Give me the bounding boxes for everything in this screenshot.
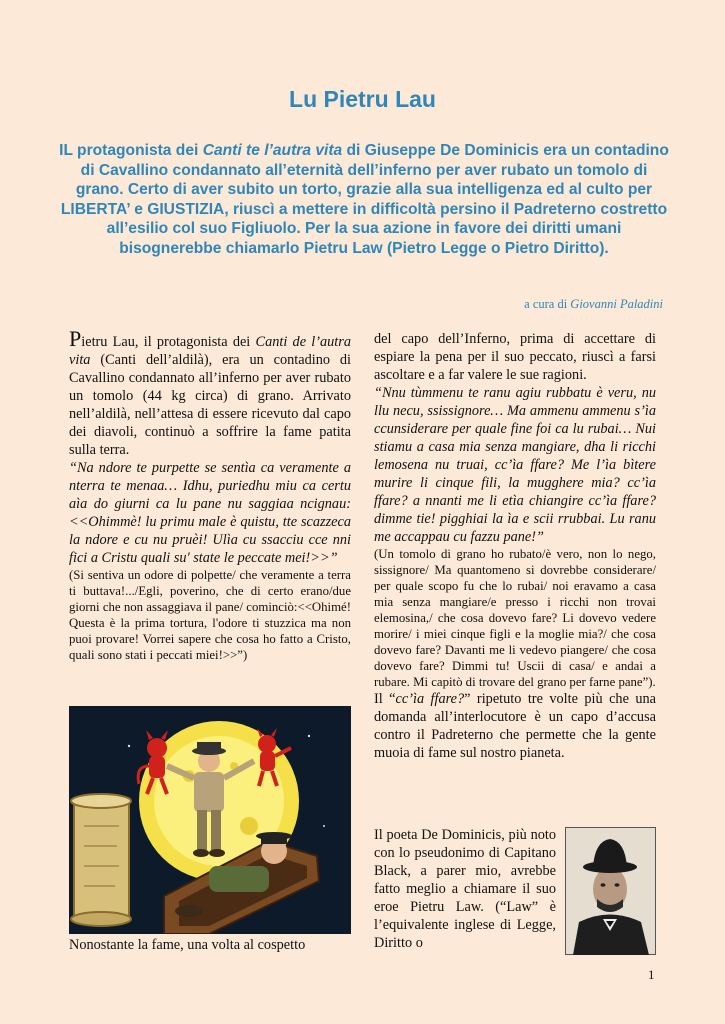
left-p1-text-b: (Canti dell’aldilà), era un contadino di Cavallino condannato all’inferno per aver rubato un tomolo (44 kg circa) di grano. Arrivato nell’aldilà, nell’attesa di essere ricevuto dal capo dei diavoli, continuò a soffrire la fame patita sulla terra. bbox=[69, 352, 351, 458]
poet-portrait-photo bbox=[565, 827, 656, 955]
credit-prefix: a cura di bbox=[524, 297, 571, 311]
left-translation: (Si sentiva un odore di polpette/ che veramente a terra ti buttava!.../Egli, poverino, che di certo erano/due giorni che non assaggiava il pane/ cominciò:<<Ohimé! Questa è la prima tortura, l'odore ti stuzzica ma non puoi provare! Vorrei sapere che cosa ho fatto a Cristo, quali sono stati i peccati miei!>>”) bbox=[69, 568, 351, 662]
intro-text-2: di Giuseppe De Dominicis era un contadino di Cavallino condannato all’eternità dell’inferno per aver rubato un tomolo di grano. Certo di aver subito un torto, grazie alla sua intelligenza ed al culto per LIBERTA’ e GIUSTIZIA, riuscì a mettere in difficoltà persino il Padreterno costretto all’esilio col suo Figliuolo. Per la sua azione in favore dei diritti umani bisognerebbe chiamarlo Pietru Law (Pietro Legge o Pietro Diritto). bbox=[60, 142, 669, 257]
right-translation: (Un tomolo di grano ho rubato/è vero, non lo nego, sissignore/ Ma quantomeno si dovrebbe considerare/ per quale scopo fu che lo rubai/ noi eravamo a casa mia senza mangiare/e presso i ricchi non trovai elemosina,/ che cosa dovevo fare? Li dovevo vedere morire/ i miei cinque figli e la moglie mia?/ che cosa dovevo fare? Davanti me li vedevo piangere/ che cosa dovevo fare? Dimmi tu! Uscii di casa/ e andai a rubare. Mi capitò di trovare del grano per farne pane”). bbox=[374, 547, 656, 689]
right-p2-text-b: ” ripetuto tre volte più che una domanda all’interlocutore è un capo d’accusa contro il Padreterno che permette che la gente muoia di fame sul nostro pianeta. bbox=[374, 691, 656, 761]
right-paragraph-3: Il poeta De Dominicis, più noto con lo pseudonimo di Capitano Black, a parer mio, avrebbe fatto meglio a chiamare il suo eroe Pietru Law. (“Law” è l’equivalente inglese di Legge, Diritto o bbox=[374, 827, 556, 951]
right-dialect-quote: “Nnu tùmmenu te ranu agiu rubbatu è veru, nu llu necu, ssissignore… Ma ammenu ammenu s’ìa ccunsiderare per quale fine foi ca lu rubai… Nui stiamu a casa mia senza mangiare, dha li ricchi lemosena nu truai, cc’ìa ffare? Me l’ìa bìtere murire li cinque fili, la mugghere mia? cc’ìa ffare? a nnanti me li etìa chiangire cc’ìa ffare? dimme tie! pigghiai la ìa e scii rrubbai. Lu ranu me accappau cu fazzu pane!” bbox=[374, 385, 656, 545]
credit-author: Giovanni Paladini bbox=[570, 297, 663, 311]
intro-book-title: Canti te l’autra vita bbox=[202, 142, 343, 159]
intro-text-1: IL protagonista dei bbox=[59, 142, 203, 159]
right-paragraph-2 bbox=[374, 690, 656, 762]
page-title: Lu Pietru Lau bbox=[289, 86, 436, 112]
left-p1-text-a: ietru Lau, il protagonista dei bbox=[81, 334, 256, 350]
left-p1-book-title: Canti de l’autra vita bbox=[69, 334, 351, 368]
right-paragraph-1: del capo dell’Inferno, prima di accettare di espiare la pena per il suo peccato, riuscì a farsi ascoltare e a far valere le sue ragioni. bbox=[374, 331, 656, 383]
page-number: 1 bbox=[648, 967, 655, 982]
left-column bbox=[69, 326, 351, 663]
right-p2-italic: cc’ìa ffare? bbox=[395, 691, 465, 707]
right-p2-text-a: Il “ bbox=[374, 691, 396, 707]
left-dialect-quote bbox=[69, 459, 351, 567]
left-dialect-text: Na ndore te purpette se sentìa ca veramente a nterra te menaa… Idhu, puriedhu miu ca certu aìa do giurni ca lu pane nu saggiaa ncignau:<<Ohimmè! lu primu male è quistu, tte scazzeca la ndore e cu nu pruèi! Ulìa cu ssacciu cce nni fici a Cristu quali su' state le peccate mei!>>” bbox=[69, 460, 351, 566]
drop-cap: P bbox=[69, 326, 82, 351]
image-caption-text: Nonostante la fame, una volta al cospetto bbox=[69, 937, 306, 953]
intro-summary bbox=[58, 141, 670, 259]
author-credit bbox=[524, 297, 663, 312]
inferno-illustration bbox=[69, 706, 351, 934]
left-quote-mark: “ bbox=[69, 460, 77, 476]
left-paragraph-1 bbox=[69, 326, 351, 459]
right-column bbox=[374, 330, 656, 762]
